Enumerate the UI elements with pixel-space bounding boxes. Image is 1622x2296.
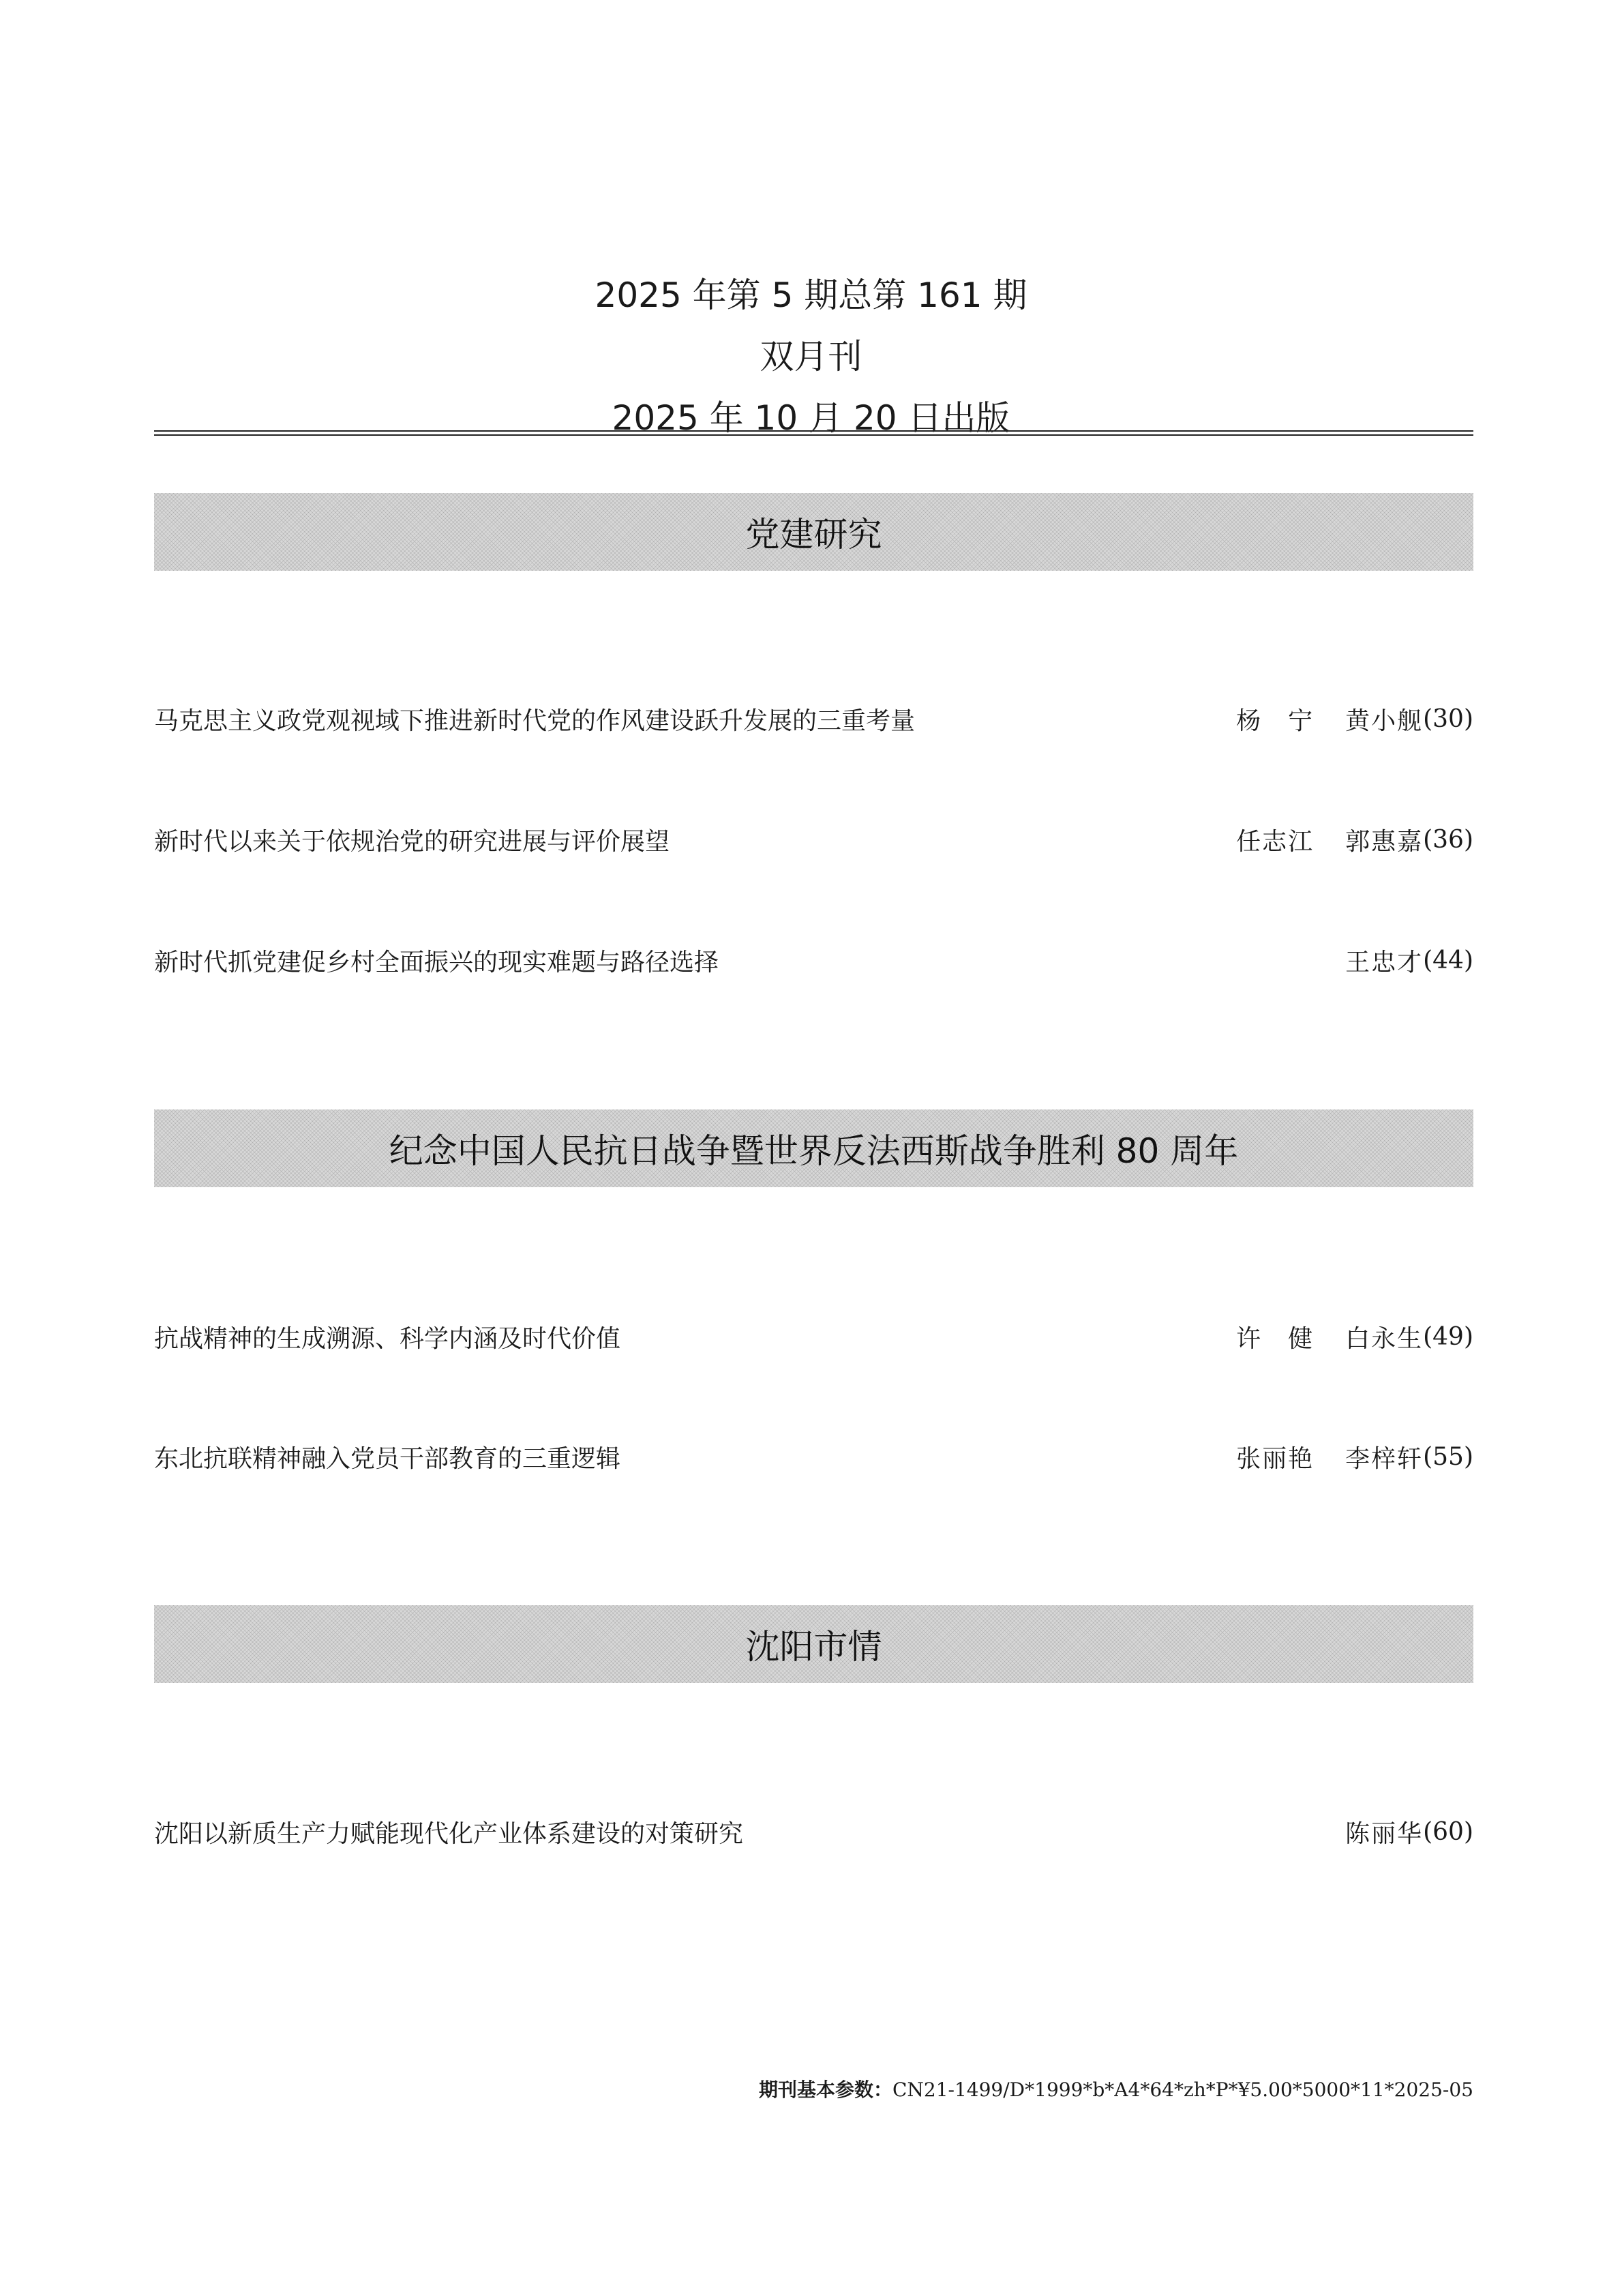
article-title[interactable]: 抗战精神的生成溯源、科学内涵及时代价值 [154,1324,621,1353]
toc-entry[interactable] [154,1436,1473,1477]
frequency: 双月刊 [760,337,862,376]
header-divider [154,430,1473,436]
author: 张丽艳 [1236,1444,1315,1473]
author: 陈丽华 [1345,1819,1424,1848]
article-byline [1236,1440,1473,1474]
article-title[interactable]: 新时代抓党建促乡村全面振兴的现实难题与路径选择 [154,948,719,976]
toc-entry[interactable] [154,1316,1473,1357]
publish-date: 2025 年 10 月 20 日出版 [612,398,1010,438]
article-byline [1236,1320,1473,1354]
article-byline [1345,943,1473,978]
masthead [0,265,1622,449]
article-byline [1236,822,1473,857]
author: 任志江 [1236,827,1315,856]
journal-parameters-label: 期刊基本参数： [758,2078,892,2101]
page-number: (44) [1423,946,1473,974]
section-heading-anniversary: 纪念中国人民抗日战争暨世界反法西斯战争胜利 80 周年 [154,1109,1473,1187]
author: 杨 宁 [1236,706,1315,735]
journal-parameters-value: CN21-1499/D*1999*b*A4*64*zh*P*¥5.00*5000*11*2025-05 [892,2078,1473,2101]
toc-entry[interactable] [154,819,1473,860]
section-heading-shenyang: 沈阳市情 [154,1605,1473,1683]
issue-line: 2025 年第 5 期总第 161 期 [595,275,1027,315]
article-byline [1236,702,1473,736]
article-title[interactable]: 沈阳以新质生产力赋能现代化产业体系建设的对策研究 [154,1819,744,1848]
toc-entry[interactable] [154,940,1473,981]
author: 许 健 [1236,1324,1315,1353]
author: 王忠才 [1345,948,1424,976]
article-byline [1345,1815,1473,1849]
page-number: (49) [1423,1322,1473,1351]
article-title[interactable]: 马克思主义政党观视域下推进新时代党的作风建设跃升发展的三重考量 [154,706,916,735]
page-number: (55) [1423,1442,1473,1471]
journal-parameters [759,2075,1473,2102]
author: 郭惠嘉 [1345,827,1424,856]
toc-entry[interactable] [154,1811,1473,1852]
page-number: (60) [1423,1817,1473,1846]
author: 黄小舰 [1345,706,1424,735]
page-number: (36) [1423,825,1473,854]
toc-entry[interactable] [154,698,1473,739]
section-heading-party-building: 党建研究 [154,493,1473,571]
page-number: (30) [1423,704,1473,733]
article-title[interactable]: 新时代以来关于依规治党的研究进展与评价展望 [154,827,670,856]
author: 李梓轩 [1345,1444,1424,1473]
article-title[interactable]: 东北抗联精神融入党员干部教育的三重逻辑 [154,1444,621,1473]
author: 白永生 [1345,1324,1424,1353]
